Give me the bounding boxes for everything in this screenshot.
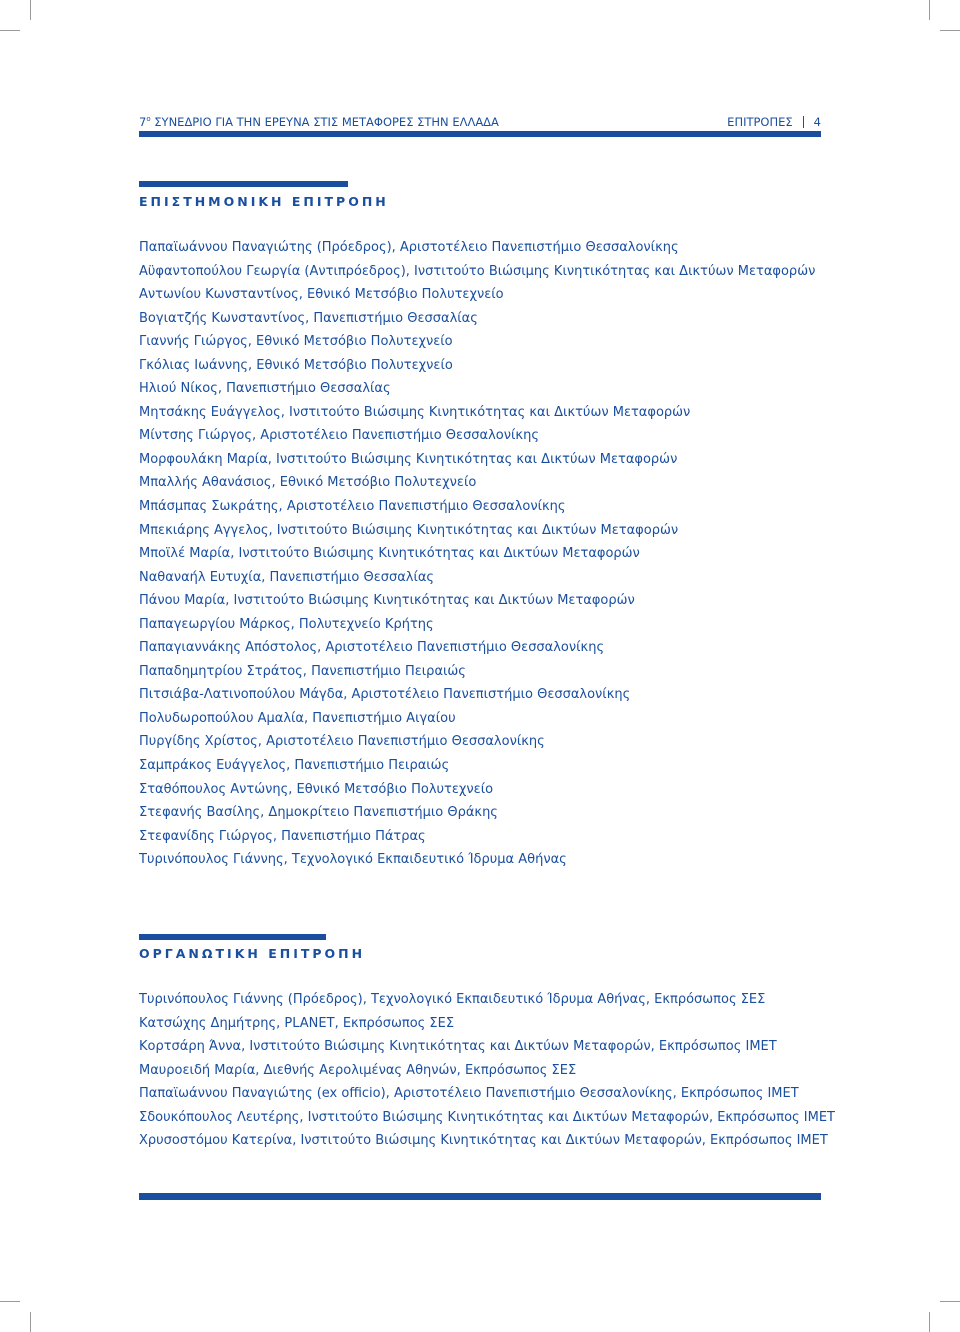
- committee-member: Πολυδωροπούλου Αμαλία, Πανεπιστήμιο Αιγαίου: [139, 710, 456, 726]
- header-separator: [803, 116, 804, 128]
- committee-member: Παπαγεωργίου Μάρκος, Πολυτεχνείο Κρήτης: [139, 616, 434, 632]
- organizing-committee-list: [139, 988, 835, 1153]
- committee-member: Παπαϊωάννου Παναγιώτης (Πρόεδρος), Αριστοτέλειο Πανεπιστήμιο Θεσσαλονίκης: [139, 240, 679, 255]
- committee-member: Μπεκιάρης Αγγελος, Ινστιτούτο Βιώσιμης Κινητικότητας και Δικτύων Μεταφορών: [139, 522, 679, 538]
- scientific-committee-list: [139, 236, 815, 872]
- committee-member: Αντωνίου Κωνσταντίνος, Εθνικό Μετσόβιο Πολυτεχνείο: [139, 287, 504, 303]
- committee-member: Πιτσιάβα-Λατινοπούλου Μάγδα, Αριστοτέλειο Πανεπιστήμιο Θεσσαλονίκης: [139, 687, 631, 703]
- committee-member: Μποϊλέ Μαρία, Ινστιτούτο Βιώσιμης Κινητικότητας και Δικτύων Μεταφορών: [139, 546, 640, 562]
- committee-member: Μητσάκης Ευάγγελος, Ινστιτούτο Βιώσιμης Κινητικότητας και Δικτύων Μεταφορών: [139, 404, 691, 420]
- committee-member: Ηλιού Νίκος, Πανεπιστήμιο Θεσσαλίας: [139, 381, 391, 397]
- committee-member: Κορτσάρη Άννα, Ινστιτούτο Βιώσιμης Κινητικότητας και Δικτύων Μεταφορών, Εκπρόσωπος ΙΜΕΤ: [139, 1039, 777, 1055]
- committee-member: Σταθόπουλος Αντώνης, Εθνικό Μετσόβιο Πολυτεχνείο: [139, 781, 494, 797]
- page-number: 4: [813, 115, 821, 129]
- section-name: ΕΠΙΤΡΟΠΕΣ: [727, 115, 793, 129]
- organizing-committee-bar: [139, 934, 326, 940]
- committee-member: Στεφανίδης Γιώργος, Πανεπιστήμιο Πάτρας: [139, 828, 426, 844]
- organizing-committee-title: ΟΡΓΑΝΩΤΙΚΗ ΕΠΙΤΡΟΠΗ: [139, 946, 366, 961]
- committee-member: Μπαλλής Αθανάσιος, Εθνικό Μετσόβιο Πολυτεχνείο: [139, 475, 477, 491]
- conference-superscript: ο: [146, 115, 151, 123]
- committee-member: Κατσώχης Δημήτρης, PLANET, Εκπρόσωπος ΣΕΣ: [139, 1015, 455, 1031]
- committee-member: Παπαϊωάννου Παναγιώτης (ex officio), Αριστοτέλειο Πανεπιστήμιο Θεσσαλονίκης, Εκπρόσωπος ΙΜΕΤ: [139, 1086, 799, 1102]
- committee-member: Τυρινόπουλος Γιάννης, Τεχνολογικό Εκπαιδευτικό Ίδρυμα Αθήνας: [139, 852, 567, 868]
- header-rule: [139, 131, 821, 137]
- committee-member: Ναθαναήλ Ευτυχία, Πανεπιστήμιο Θεσσαλίας: [139, 569, 435, 585]
- footer-rule: [139, 1193, 821, 1200]
- committee-member: Γιαννής Γιώργος, Εθνικό Μετσόβιο Πολυτεχνείο: [139, 334, 453, 350]
- committee-member: Μορφουλάκη Μαρία, Ινστιτούτο Βιώσιμης Κινητικότητας και Δικτύων Μεταφορών: [139, 451, 678, 467]
- committee-member: Πάνου Μαρία, Ινστιτούτο Βιώσιμης Κινητικότητας και Δικτύων Μεταφορών: [139, 593, 635, 609]
- crop-mark-bottom-right-horizontal: [940, 1301, 960, 1302]
- committee-member: Γκόλιας Ιωάννης, Εθνικό Μετσόβιο Πολυτεχνείο: [139, 357, 453, 373]
- scientific-committee-bar: [139, 181, 348, 187]
- committee-member: Πυργίδης Χρίστος, Αριστοτέλειο Πανεπιστήμιο Θεσσαλονίκης: [139, 734, 545, 750]
- crop-mark-top-left-horizontal: [0, 30, 20, 31]
- conference-title: [139, 114, 499, 130]
- committee-member: Σαμπράκος Ευάγγελος, Πανεπιστήμιο Πειραιώς: [139, 758, 450, 774]
- committee-member: Βογιατζής Κωνσταντίνος, Πανεπιστήμιο Θεσσαλίας: [139, 310, 478, 326]
- crop-mark-top-left-vertical: [30, 0, 31, 20]
- crop-mark-bottom-left-horizontal: [0, 1301, 20, 1302]
- committee-member: Μαυροειδή Μαρία, Διεθνής Αερολιμένας Αθηνών, Εκπρόσωπος ΣΕΣ: [139, 1062, 577, 1078]
- committee-member: Αϋφαντοπούλου Γεωργία (Αντιπρόεδρος), Ινστιτούτο Βιώσιμης Κινητικότητας και Δικτύων Μεταφορών: [139, 263, 816, 279]
- committee-member: Χρυσοστόμου Κατερίνα, Ινστιτούτο Βιώσιμης Κινητικότητας και Δικτύων Μεταφορών, Εκπρόσωπος ΙΜΕΤ: [139, 1133, 828, 1149]
- scientific-committee-title: ΕΠΙΣΤΗΜΟΝΙΚΗ ΕΠΙΤΡΟΠΗ: [139, 194, 389, 209]
- crop-mark-top-right-vertical: [929, 0, 930, 20]
- committee-member: Σδουκόπουλος Λευτέρης, Ινστιτούτο Βιώσιμης Κινητικότητας και Δικτύων Μεταφορών, Εκπρόσωπος ΙΜΕΤ: [139, 1109, 835, 1125]
- page-locator: [727, 114, 821, 130]
- committee-member: Τυρινόπουλος Γιάννης (Πρόεδρος), Τεχνολογικό Εκπαιδευτικό Ίδρυμα Αθήνας, Εκπρόσωπος ΣΕΣ: [139, 992, 766, 1007]
- committee-member: Στεφανής Βασίλης, Δημοκρίτειο Πανεπιστήμιο Θράκης: [139, 805, 498, 821]
- committee-member: Μπάσμπας Σωκράτης, Αριστοτέλειο Πανεπιστήμιο Θεσσαλονίκης: [139, 499, 566, 515]
- committee-member: Παπαδημητρίου Στράτος, Πανεπιστήμιο Πειραιώς: [139, 663, 466, 679]
- committee-member: Παπαγιαννάκης Απόστολος, Αριστοτέλειο Πανεπιστήμιο Θεσσαλονίκης: [139, 640, 605, 656]
- conference-number: 7: [139, 115, 147, 129]
- crop-mark-top-right-horizontal: [940, 30, 960, 31]
- crop-mark-bottom-left-vertical: [30, 1312, 31, 1332]
- crop-mark-bottom-right-vertical: [929, 1312, 930, 1332]
- running-header: [139, 114, 821, 130]
- committee-member: Μίντσης Γιώργος, Αριστοτέλειο Πανεπιστήμιο Θεσσαλονίκης: [139, 428, 539, 444]
- conference-title-text: ΣΥΝΕΔΡΙΟ ΓΙΑ ΤΗΝ ΕΡΕΥΝΑ ΣΤΙΣ ΜΕΤΑΦΟΡΕΣ ΣΤΗΝ ΕΛΛΑΔΑ: [150, 115, 499, 129]
